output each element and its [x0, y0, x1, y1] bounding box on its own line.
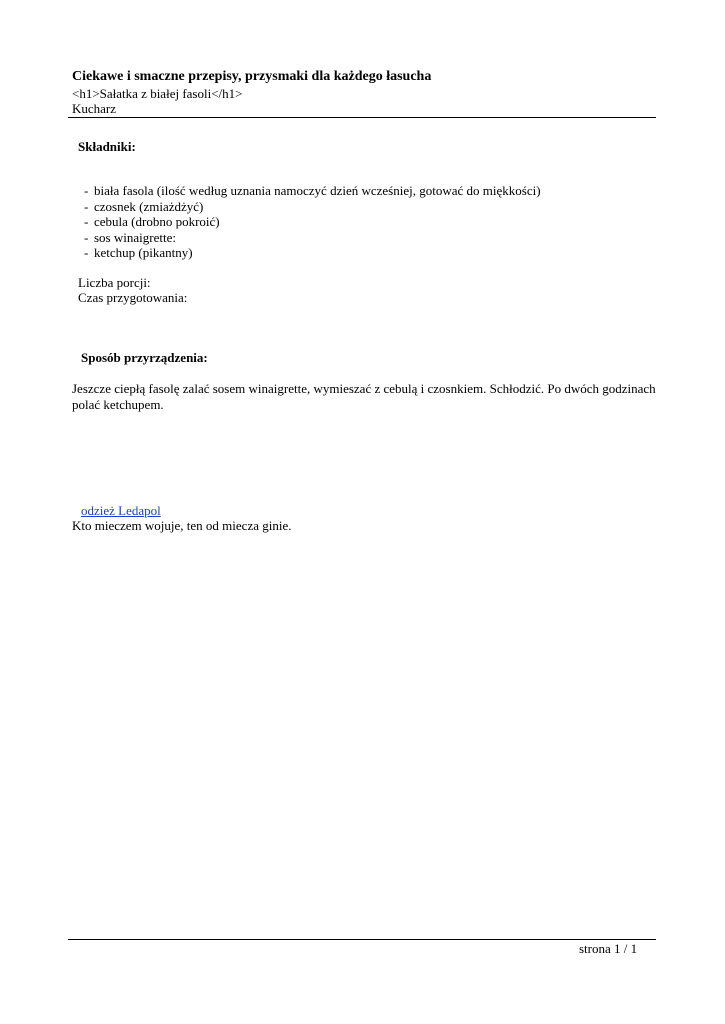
ingredient-item — [84, 199, 541, 215]
prep-time-label: Czas przygotowania: — [78, 290, 188, 305]
servings-label: Liczba porcji: — [78, 275, 151, 290]
ingredient-text: cebula (drobno pokroić) — [94, 214, 220, 229]
ingredient-item — [84, 245, 541, 261]
sponsor-link[interactable]: odzież Ledapol — [81, 503, 161, 518]
ingredient-item — [84, 183, 541, 199]
recipe-title: <h1>Sałatka z białej fasoli</h1> — [72, 86, 243, 101]
bullet: - — [84, 229, 89, 245]
ingredient-text: ketchup (pikantny) — [94, 245, 193, 260]
site-title: Ciekawe i smaczne przepisy, przysmaki dla każdego łasucha — [72, 69, 432, 84]
ingredient-item — [84, 230, 541, 246]
bullet: - — [84, 183, 89, 198]
bullet: - — [84, 245, 89, 260]
ingredient-text: biała fasola (ilość według uznania namoczyć dzień wcześniej, gotować do miękkości) — [94, 183, 541, 198]
ingredients-heading: Składniki: — [78, 139, 136, 154]
method-heading: Sposób przyrządzenia: — [81, 350, 208, 365]
ingredients-list — [84, 183, 541, 261]
ingredient-text: sos winaigrette: — [94, 229, 176, 245]
quote: Kto mieczem wojuje, ten od miecza ginie. — [72, 518, 292, 533]
page-number: strona 1 / 1 — [579, 941, 638, 956]
ingredient-item — [84, 214, 541, 230]
bullet: - — [84, 214, 89, 229]
method-text: Jeszcze ciepłą fasolę zalać sosem winaigrette, wymieszać z cebulą i czosnkiem. Schłodzić. Po dwóch godzinach polać ketchupem. — [72, 381, 656, 412]
author: Kucharz — [72, 101, 117, 116]
footer-divider — [68, 939, 656, 940]
ingredient-text: czosnek (zmiażdżyć) — [94, 198, 204, 214]
header-divider — [68, 117, 656, 118]
bullet: - — [84, 198, 89, 214]
